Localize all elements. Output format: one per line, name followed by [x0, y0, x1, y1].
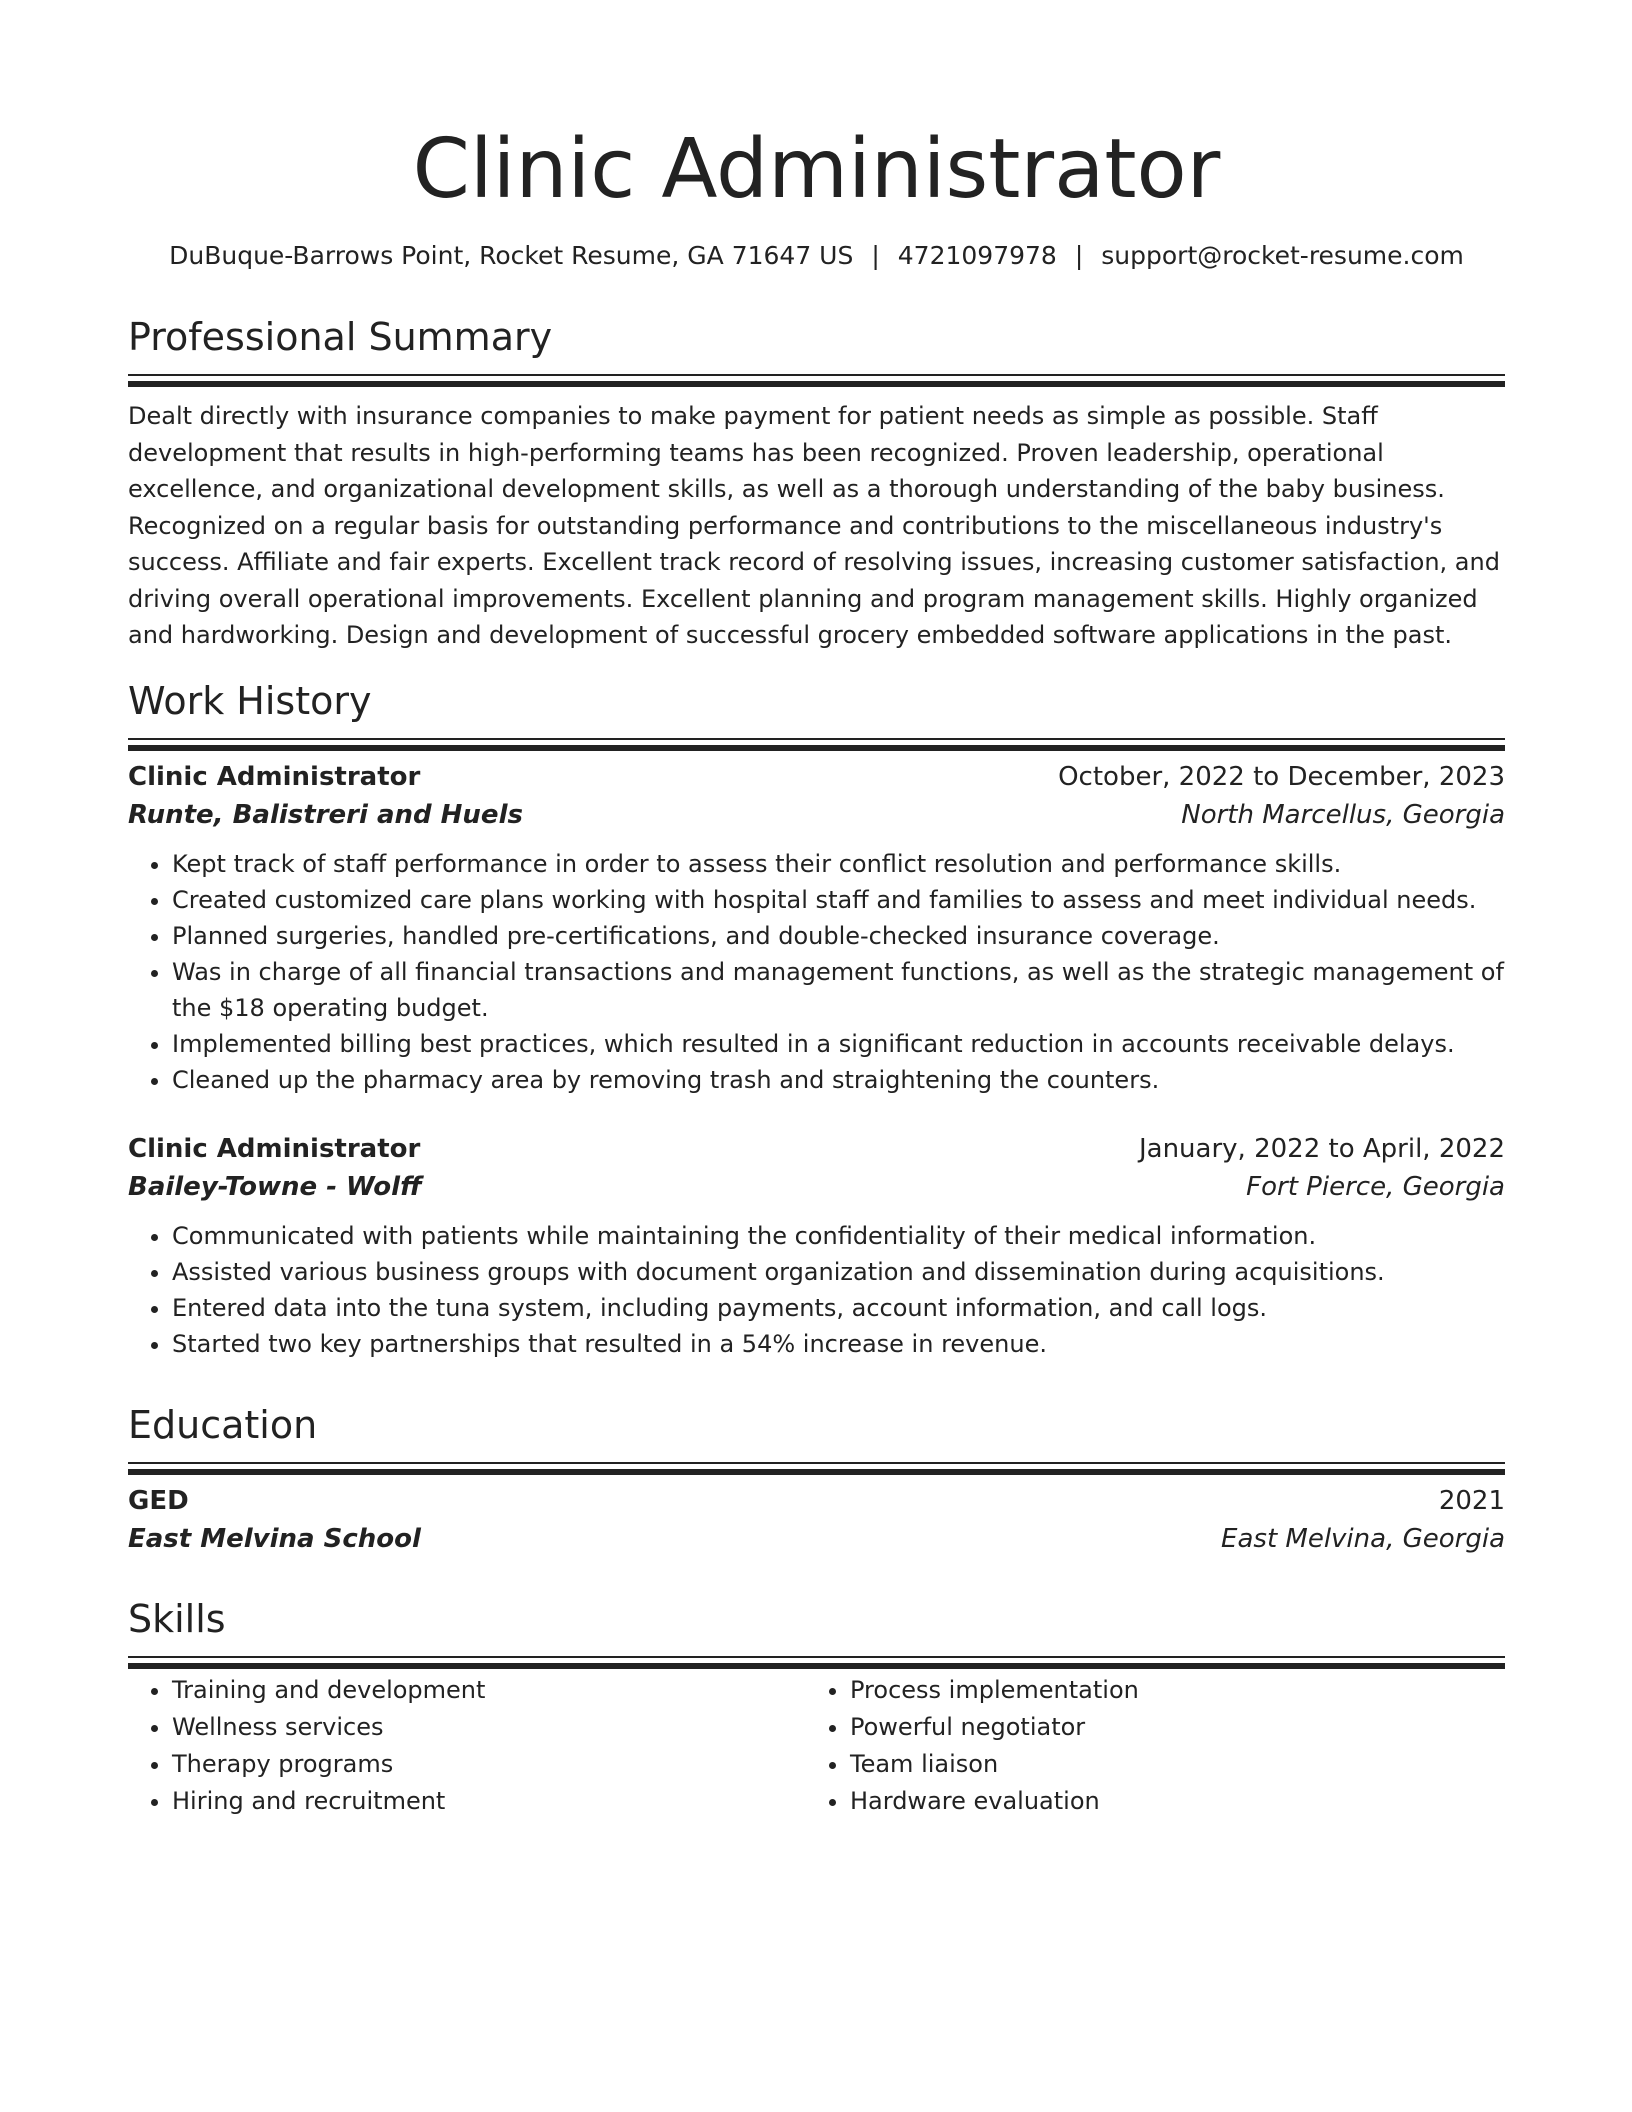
job-bullet: • Assisted various business groups with document organization and dissemination during acquisitions.	[172, 1254, 1505, 1290]
section-divider	[128, 1462, 1505, 1464]
job-header-row	[128, 758, 1505, 796]
summary-text: Dealt directly with insurance companies to make payment for patient needs as simple as possible. Staff development that results in high-performing teams has been recognized. Proven leadership, operational excellence, and organizational development skills, as well as a thorough understanding of the baby business. Recognized on a regular basis for outstanding performance and contributions to the miscellaneous industry's success. Affiliate and fair experts. Excellent track record of resolving issues, increasing customer satisfaction, and driving overall operational improvements. Excellent planning and program management skills. Highly organized and hardworking. Design and development of successful grocery embedded software applications in the past.	[128, 402, 1500, 649]
education-section	[128, 1400, 1505, 1558]
education-school-row	[128, 1520, 1505, 1558]
contact-phone: 4721097978	[897, 241, 1057, 270]
resume-title: Clinic Administrator	[412, 122, 1221, 217]
job-employer: Runte, Balistreri and Huels	[128, 800, 523, 830]
education-location: East Melvina, Georgia	[1221, 1524, 1505, 1554]
contact-line	[128, 238, 1505, 274]
job-bullet: • Was in charge of all financial transactions and management functions, as well as the strategic management of the $18 operating budget.	[172, 954, 1505, 1026]
section-heading-work-history: Work History	[128, 679, 372, 723]
job-header-row	[128, 1130, 1505, 1168]
job-bullet: • Communicated with patients while maintaining the confidentiality of their medical information.	[172, 1218, 1505, 1254]
education-entry	[128, 1482, 1505, 1558]
job-employer: Bailey-Towne - Wolff	[128, 1172, 422, 1202]
job-location: Fort Pierce, Georgia	[1246, 1172, 1505, 1202]
job-entry	[128, 1130, 1505, 1362]
education-school: East Melvina School	[128, 1524, 421, 1554]
work-history-section	[128, 676, 1505, 1362]
skill-item: • Process implementation	[850, 1672, 1484, 1709]
job-bullet-list	[128, 846, 1505, 1098]
skills-section	[128, 1594, 1505, 1820]
contact-separator: |	[1074, 241, 1084, 270]
job-bullet: • Started two key partnerships that resulted in a 54% increase in revenue.	[172, 1326, 1505, 1362]
job-bullet: • Implemented billing best practices, which resulted in a significant reduction in accounts receivable delays.	[172, 1026, 1505, 1062]
section-heading-skills: Skills	[128, 1597, 226, 1641]
contact-email: support@rocket-resume.com	[1101, 241, 1464, 270]
section-divider	[128, 738, 1505, 740]
skills-column-left	[128, 1672, 806, 1820]
section-heading-summary: Professional Summary	[128, 315, 553, 359]
job-entry	[128, 758, 1505, 1098]
section-heading-education: Education	[128, 1403, 318, 1447]
education-degree: GED	[128, 1486, 189, 1516]
job-dates: October, 2022 to December, 2023	[1058, 762, 1505, 792]
job-bullet: • Kept track of staff performance in order to assess their conflict resolution and performance skills.	[172, 846, 1505, 882]
skill-item: • Team liaison	[850, 1746, 1484, 1783]
skill-item: • Hardware evaluation	[850, 1783, 1484, 1820]
job-bullet: • Entered data into the tuna system, including payments, account information, and call logs.	[172, 1290, 1505, 1326]
summary-section	[128, 312, 1505, 654]
job-title: Clinic Administrator	[128, 1134, 421, 1164]
skill-item: • Hiring and recruitment	[172, 1783, 806, 1820]
education-header-row	[128, 1482, 1505, 1520]
contact-separator: |	[871, 241, 880, 270]
job-bullet: • Cleaned up the pharmacy area by removing trash and straightening the counters.	[172, 1062, 1505, 1098]
section-divider	[128, 1656, 1505, 1658]
skill-item: • Therapy programs	[172, 1746, 806, 1783]
job-employer-row	[128, 1168, 1505, 1206]
skill-item: • Training and development	[172, 1672, 806, 1709]
education-year: 2021	[1438, 1486, 1505, 1516]
job-title: Clinic Administrator	[128, 762, 421, 792]
job-bullet: • Planned surgeries, handled pre-certifications, and double-checked insurance coverage.	[172, 918, 1505, 954]
skills-column-right	[806, 1672, 1484, 1820]
contact-address: DuBuque-Barrows Point, Rocket Resume, GA 71647 US	[169, 241, 854, 270]
skill-item: • Wellness services	[172, 1709, 806, 1746]
job-location: North Marcellus, Georgia	[1181, 800, 1505, 830]
skill-item: • Powerful negotiator	[850, 1709, 1484, 1746]
job-employer-row	[128, 796, 1505, 834]
section-divider	[128, 374, 1505, 376]
job-bullet-list	[128, 1218, 1505, 1362]
job-bullet: • Created customized care plans working with hospital staff and families to assess and meet individual needs.	[172, 882, 1505, 918]
skills-grid	[128, 1672, 1505, 1820]
job-dates: January, 2022 to April, 2022	[1138, 1134, 1505, 1164]
